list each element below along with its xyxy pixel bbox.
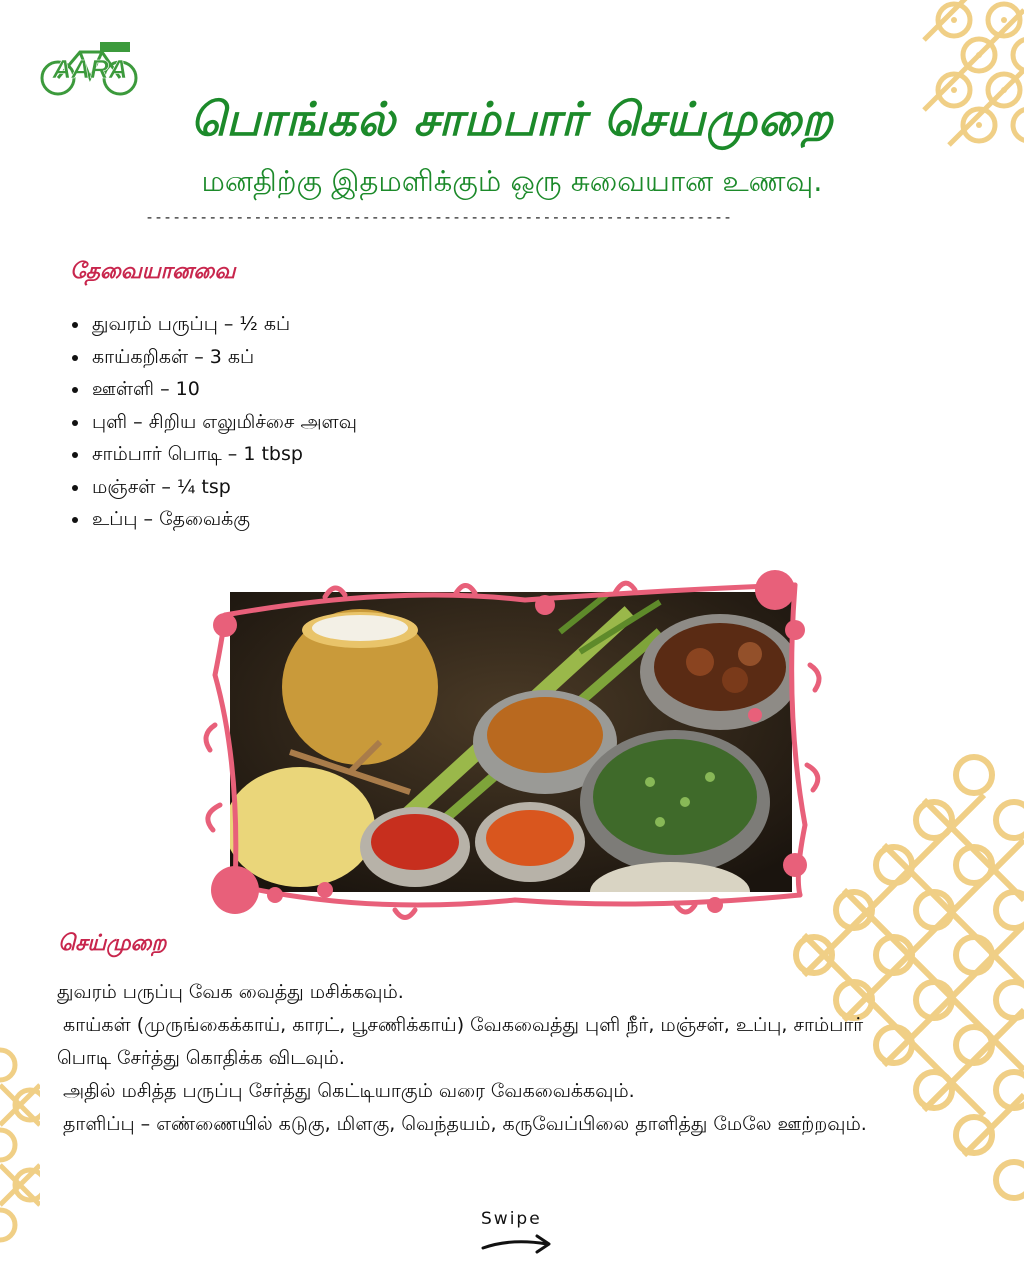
page-title: பொங்கல் சாம்பார் செய்முறை [190, 92, 834, 146]
swipe-label[interactable]: Swipe [481, 1209, 542, 1229]
method-heading: செய்முறை [58, 930, 167, 956]
ingredient-item: • காய்கறிகள் – 3 கப் [90, 341, 420, 374]
brand-logo [40, 38, 140, 100]
ingredient-item: • துவரம் பருப்பு – ½ கப் [90, 308, 420, 341]
ingredient-item: • சாம்பார் பொடி – 1 tbsp [90, 438, 420, 471]
method-step: அதில் மசித்த பருப்பு சேர்த்து கெட்டியாகும் வரை வேகவைக்கவும். [57, 1080, 635, 1102]
ingredient-item: • ஊள்ளி – 10 [90, 373, 420, 406]
ingredients-heading: தேவையானவை [70, 258, 236, 284]
method-step: துவரம் பருப்பு வேக வைத்து மசிக்கவும். [57, 981, 404, 1003]
divider-line: ----------------------------------------------------------------- [145, 208, 732, 226]
page-subtitle: மனதிற்கு இதமளிக்கும் ஒரு சுவையான உணவு. [201, 164, 823, 198]
ingredients-list [62, 308, 420, 536]
ingredient-item: • புளி – சிறிய எலுமிச்சை அளவு [90, 406, 420, 439]
ingredient-item: • மஞ்சள் – ¼ tsp [90, 471, 420, 504]
food-photo-frame [195, 565, 830, 920]
arrow-right-icon[interactable] [481, 1232, 553, 1256]
logo-text: AARA [52, 54, 128, 84]
kolam-pattern-left [0, 1045, 40, 1245]
method-step: தாளிப்பு – எண்ணையில் கடுகு, மிளகு, வெந்தயம், கருவேப்பிலை தாளித்து மேலே ஊற்றவும். [57, 1113, 867, 1135]
method-text [57, 976, 917, 1141]
ingredient-item: • உப்பு – தேவைக்கு [90, 503, 420, 536]
method-step: காய்கள் (முருங்கைக்காய், காரட், பூசணிக்காய்) வேகவைத்து புளி நீர், மஞ்சள், உப்பு, சாம்பார் பொடி சேர்த்து கொதிக்க விடவும். [57, 1014, 870, 1069]
